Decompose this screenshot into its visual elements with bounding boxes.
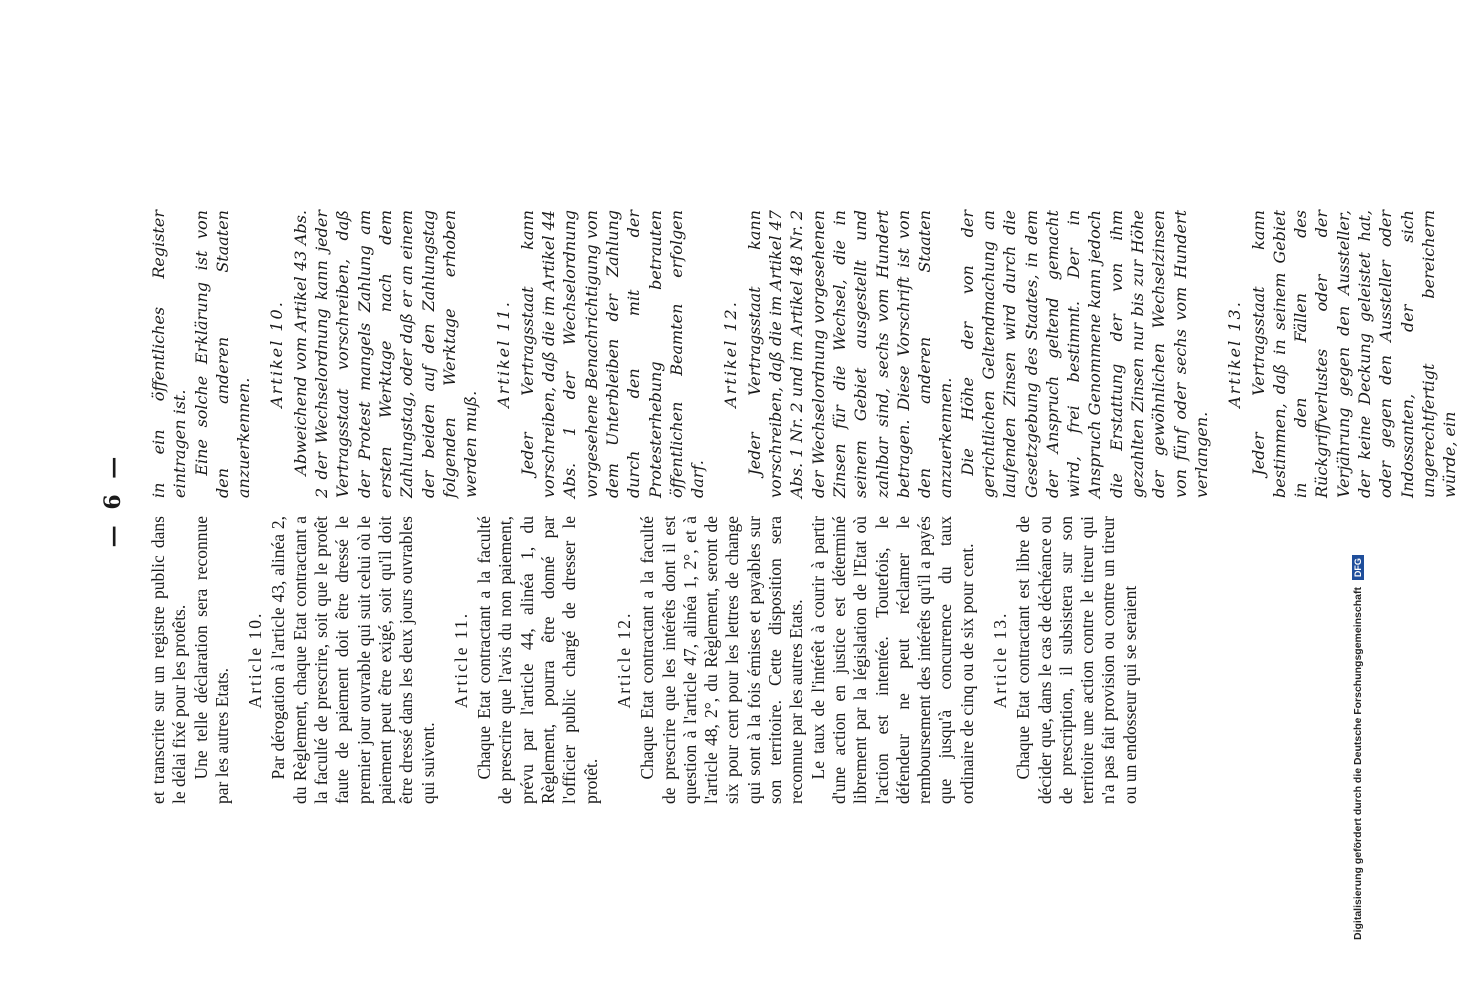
french-intro-1: et transcrite sur un registre public dans le délai fixé pour les protêts. xyxy=(148,516,190,804)
digitization-note xyxy=(1352,60,1364,940)
german-article-12-text-1: Jeder Vertragsstaat kann vorschreiben, daß die im Artikel 47 Abs. 1 Nr. 2 und im Artikel 48 Nr. 2 der Wechselordnung vorgesehenen Zinsen für die Wechsel, die in seinem Gebiet ausgestellt und zahlbar sind, sechs vom Hundert betragen. Diese Vorschrift ist von den anderen Staaten anzuerkennen. xyxy=(744,210,956,498)
german-column xyxy=(148,210,1461,498)
french-article-11-title: Article 11. xyxy=(450,611,471,709)
french-article-10-text: Par dérogation à l'article 43, alinéa 2, du Règlement, chaque Etat contractant a la faculté de prescrire, soit que le protêt faute de paiement doit être dressé le premier jour ouvrable qui suit celui où le paiement peut être exigé, soit qu'il doit être dressé dans les deux jours ouvrables qui suivent. xyxy=(268,516,438,804)
german-intro-2: Eine solche Erklärung ist von den anderen Staaten anzuerkennen. xyxy=(191,210,254,498)
german-article-13-title: Artikel 13. xyxy=(1225,300,1245,408)
french-article-11-text: Chaque Etat contractant a la faculté de prescrire que l'avis du non paiement, prévu par l'article 44, alinéa 1, du Règlement, pourra être donné par l'officier public chargé de dresser le protêt. xyxy=(474,516,601,804)
french-column xyxy=(148,516,1141,804)
german-article-13-text: Jeder Vertragsstaat kann bestimmen, daß in seinem Gebiet in den Fällen des Rückgriffverlustes oder der Verjährung gegen den Aussteller, der keine Deckung geleistet hat, oder gegen den Aussteller oder Indossanten, der sich ungerechtfertigt bereichern würde, ein xyxy=(1248,210,1460,498)
french-article-10-title: Article 10. xyxy=(245,611,266,709)
french-article-12-text-2: Le taux de l'intérêt à courir à partir d'une action en justice est déterminé librement par la législation de l'Etat où l'action est intentée. Toutefois, le défendeur ne peut réclamer le remboursement des intérêts qu'il a payés que jusqu'à concurrence du taux ordinaire de cinq ou de six pour cent. xyxy=(807,516,977,804)
german-article-11-text: Jeder Vertragsstaat kann vorschreiben, daß die im Artikel 44 Abs. 1 der Wechselordnung vorgesehene Benachrichtigung von dem Unterbleiben der Zahlung durch den mit der Protesterhebung betrauten öffentlichen Beamten erfolgen darf. xyxy=(517,210,708,498)
french-intro-2: Une telle déclaration sera reconnue par les autres Etats. xyxy=(190,516,232,804)
german-article-12-title: Artikel 12. xyxy=(721,300,741,408)
dfg-logo: DFG xyxy=(1352,555,1364,580)
french-article-13-title: Article 13. xyxy=(989,611,1010,709)
german-article-10-text: Abweichend vom Artikel 43 Abs. 2 der Wechselordnung kann jeder Vertragsstaat vorschreiben, daß der Protest mangels Zahlung am ersten Werktage nach dem Zahlungstag, oder daß er an einem der beiden auf den Zahlungstag folgenden Werktage erhoben werden muß. xyxy=(290,210,481,498)
french-article-12-text-1: Chaque Etat contractant a la faculté de prescrire que les intérêts dont il est question à l'article 47, alinéa 1, 2°, et à l'article 48, 2°, du Règlement, seront de six pour cent pour les lettres de change qui sont à la fois émises et payables sur son territoire. Cette disposition sera reconnue par les autres Etats. xyxy=(637,516,807,804)
french-article-13-text: Chaque Etat contractant est libre de décider que, dans le cas de déchéance ou de prescription, il subsistera sur son territoire une action contre le tireur qui n'a pas fait provision ou contre un tireur ou un endosseur qui se seraient xyxy=(1013,516,1140,804)
german-article-12-text-2: Die Höhe der von der gerichtlichen Geltendmachung an laufenden Zinsen wird durch die Gesetzgebung des Staates, in dem der Anspruch geltend gemacht wird, frei bestimmt. Der in Anspruch Genommene kann jedoch die Erstattung der von ihm gezahlten Zinsen nur bis zur Höhe der gewöhnlichen Wechselzinsen von fünf oder sechs vom Hundert verlangen. xyxy=(957,210,1211,498)
german-intro-1: in ein öffentliches Register eintragen ist. xyxy=(149,210,190,498)
german-article-10-title: Artikel 10. xyxy=(267,300,287,408)
page-number: — 6 — xyxy=(100,452,126,548)
digitization-note-text: Digitalisierung gefördert durch die Deutsche Forschungsgemeinschaft xyxy=(1352,587,1364,940)
french-article-12-title: Article 12. xyxy=(613,611,634,709)
german-article-11-title: Artikel 11. xyxy=(494,300,514,408)
